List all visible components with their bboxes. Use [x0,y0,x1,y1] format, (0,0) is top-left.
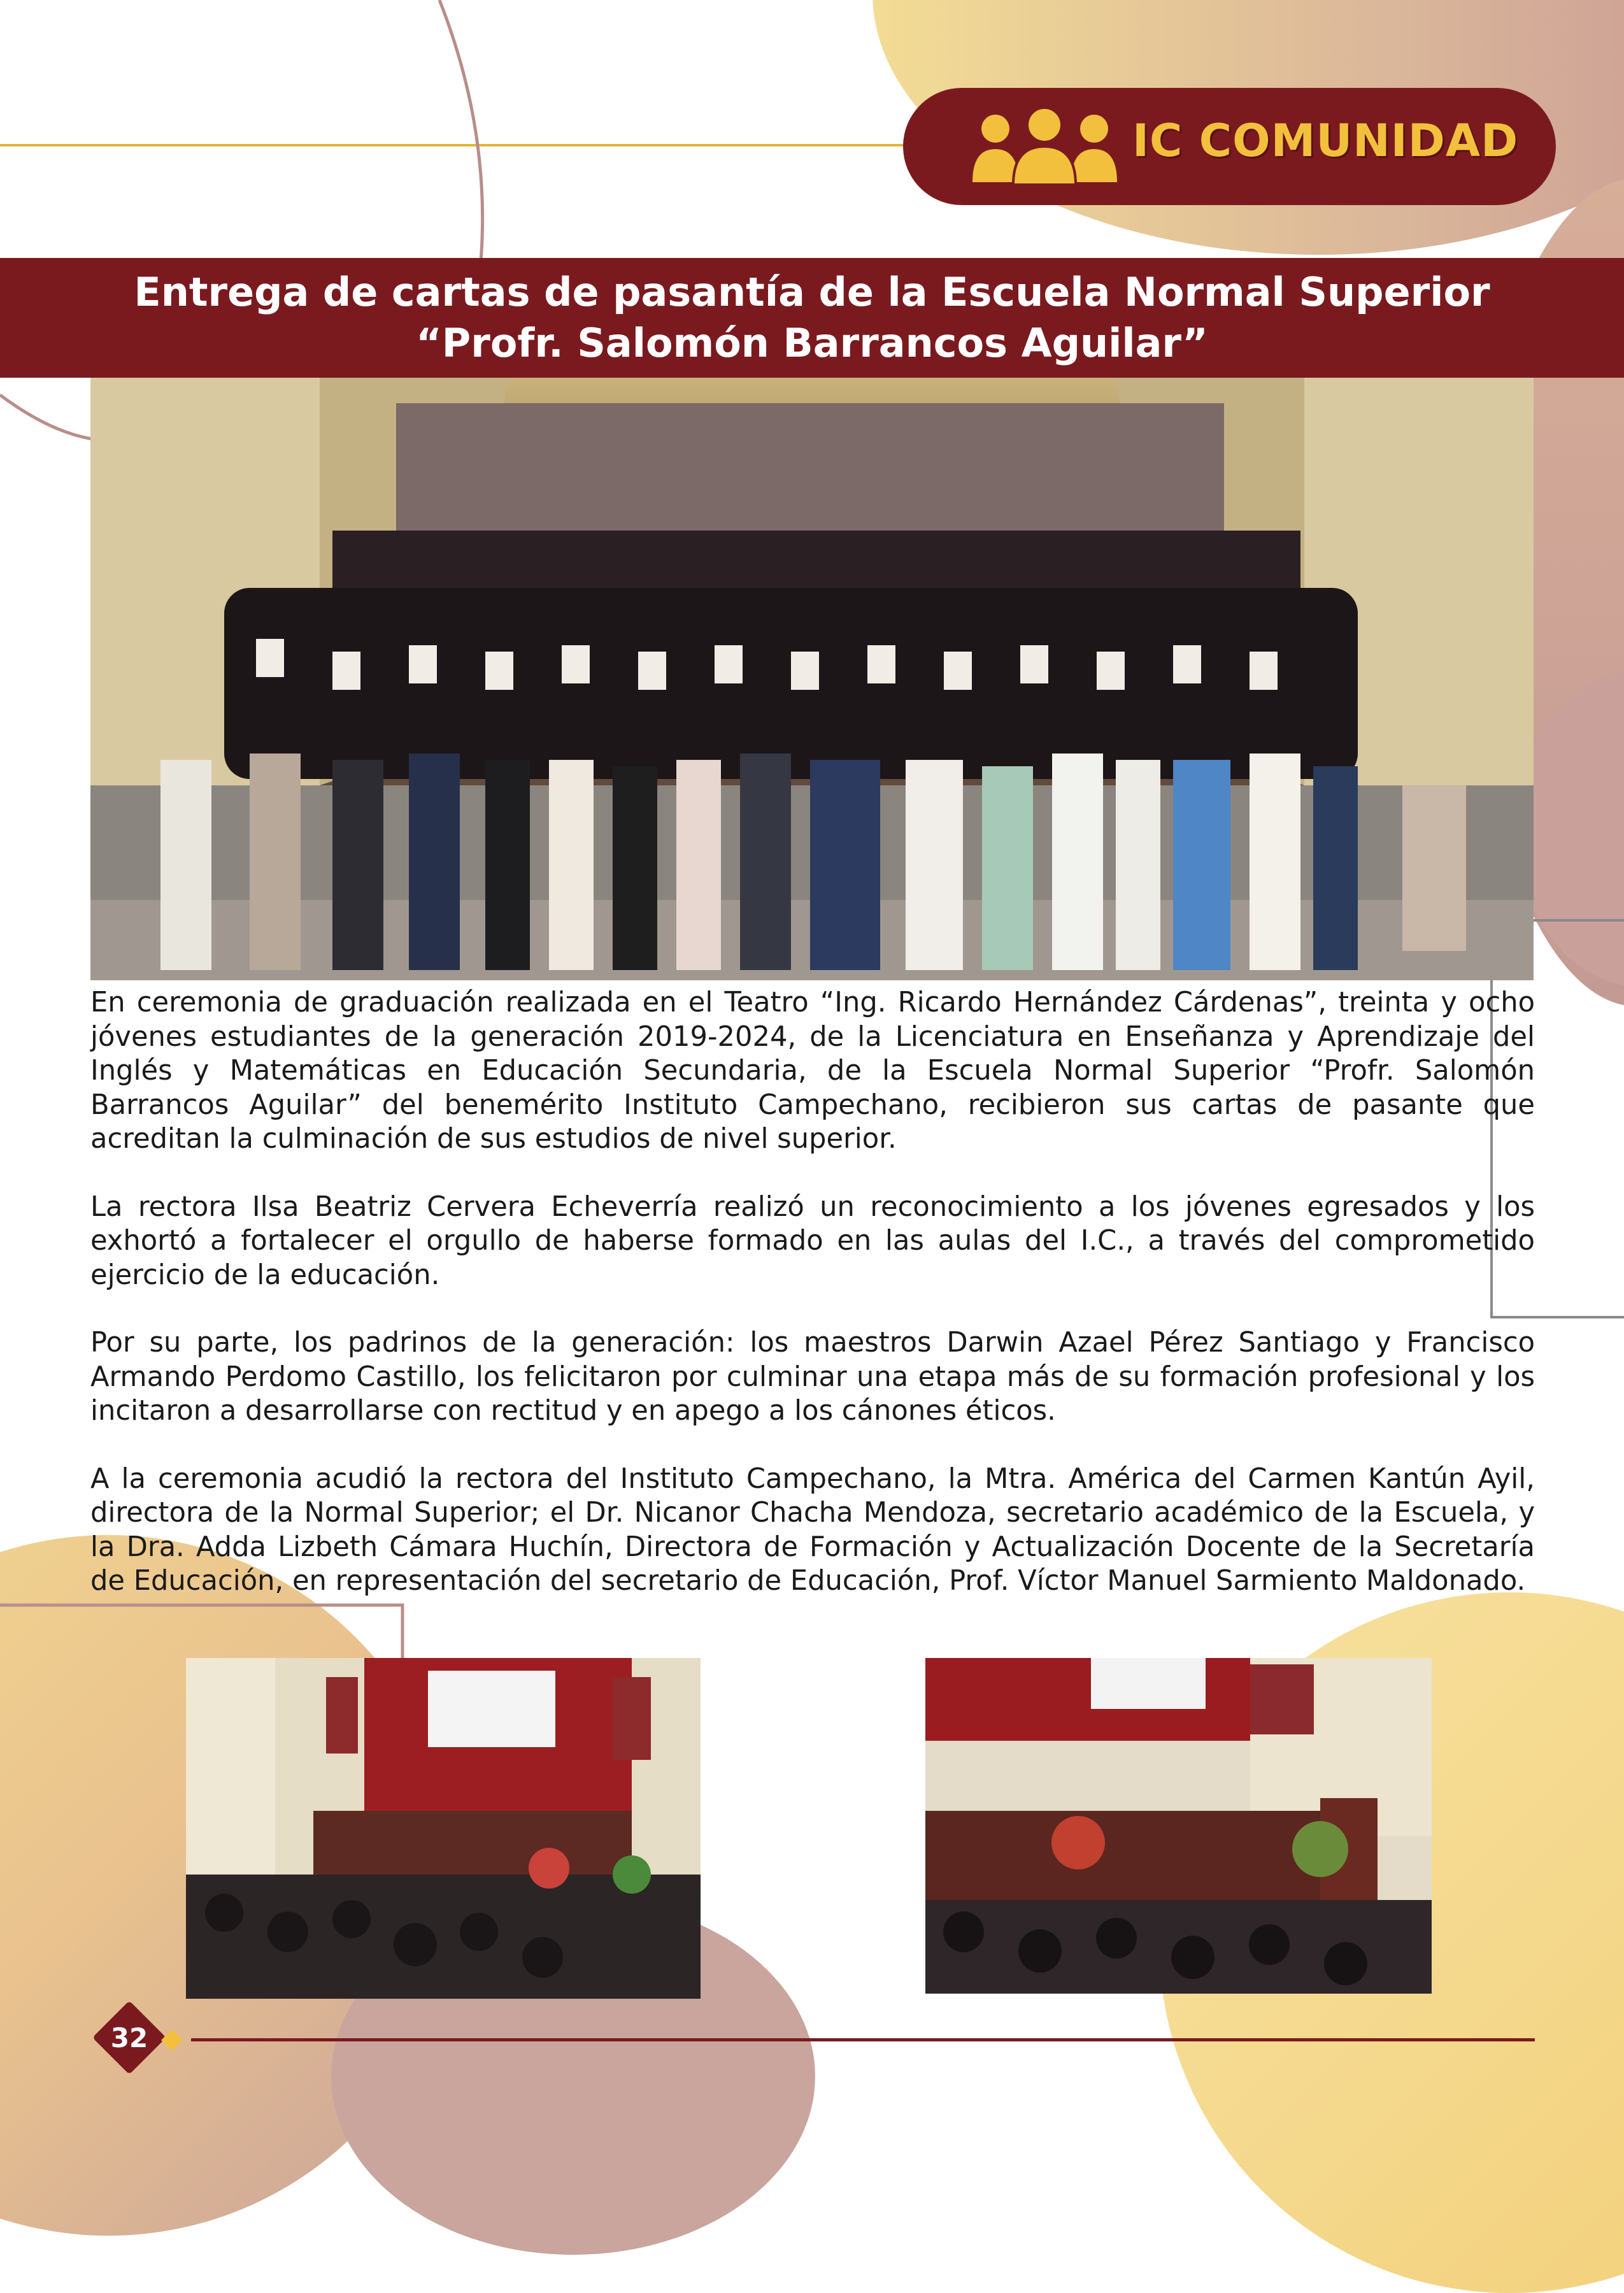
article-title-line-1: Entrega de cartas de pasantía de la Escuela Normal Superior [134,269,1490,315]
ceremony-photo-left [186,1658,701,1999]
article-title-line-2: “Profr. Salomón Barrancos Aguilar” [416,320,1208,366]
article-paragraph-2: La rectora Ilsa Beatriz Cervera Echeverría realizó un reconocimiento a los jóvenes egresados y los exhortó a fortalecer el orgullo de haberse formado en las aulas del I.C., a través del comprometido ejercicio de la educación. [90,1190,1535,1291]
section-label: IC COMUNIDAD [1132,115,1519,167]
main-group-photo [90,378,1534,980]
section-badge [903,88,1556,205]
article-title-banner [0,258,1624,378]
article-paragraph-4: A la ceremonia acudió la rectora del Instituto Campechano, la Mtra. América del Carmen Kantún Ayil, directora de la Normal Superior; el Dr. Nicanor Chacha Mendoza, secretario académico de la Escuela, y la Dra. Adda Lizbeth Cámara Huchín, Directora de Formación y Actualización Docente de la Secretaría de Educación, en representación del secretario de Educación, Prof. Víctor Manuel Sarmiento Maldonado. [90,1462,1535,1597]
footer-rule [191,2038,1535,2041]
article-body [90,986,1535,1632]
article-paragraph-3: Por su parte, los padrinos de la generación: los maestros Darwin Azael Pérez Santiago y Francisco Armando Perdomo Castillo, los felicitaron por culminar una etapa más de su formación profesional y los incitaron a desarrollarse con rectitud y en apego a los cánones éticos. [90,1327,1535,1427]
page-number: 32 [110,2022,148,2054]
article-paragraph-1: En ceremonia de graduación realizada en el Teatro “Ing. Ricardo Hernández Cárdenas”, treinta y ocho jóvenes estudiantes de la generación 2019-2024, de la Licenciatura en Enseñanza y Aprendizaje del Inglés y Matemáticas en Educación Secundaria, de la Escuela Normal Superior “Profr. Salomón Barrancos Aguilar” del benemérito Instituto Campechano, recibieron sus cartas de pasante que acreditan la culminación de sus estudios de nivel superior. [90,987,1535,1155]
ceremony-photo-right [925,1658,1432,1994]
group-people-icon [970,107,1120,186]
